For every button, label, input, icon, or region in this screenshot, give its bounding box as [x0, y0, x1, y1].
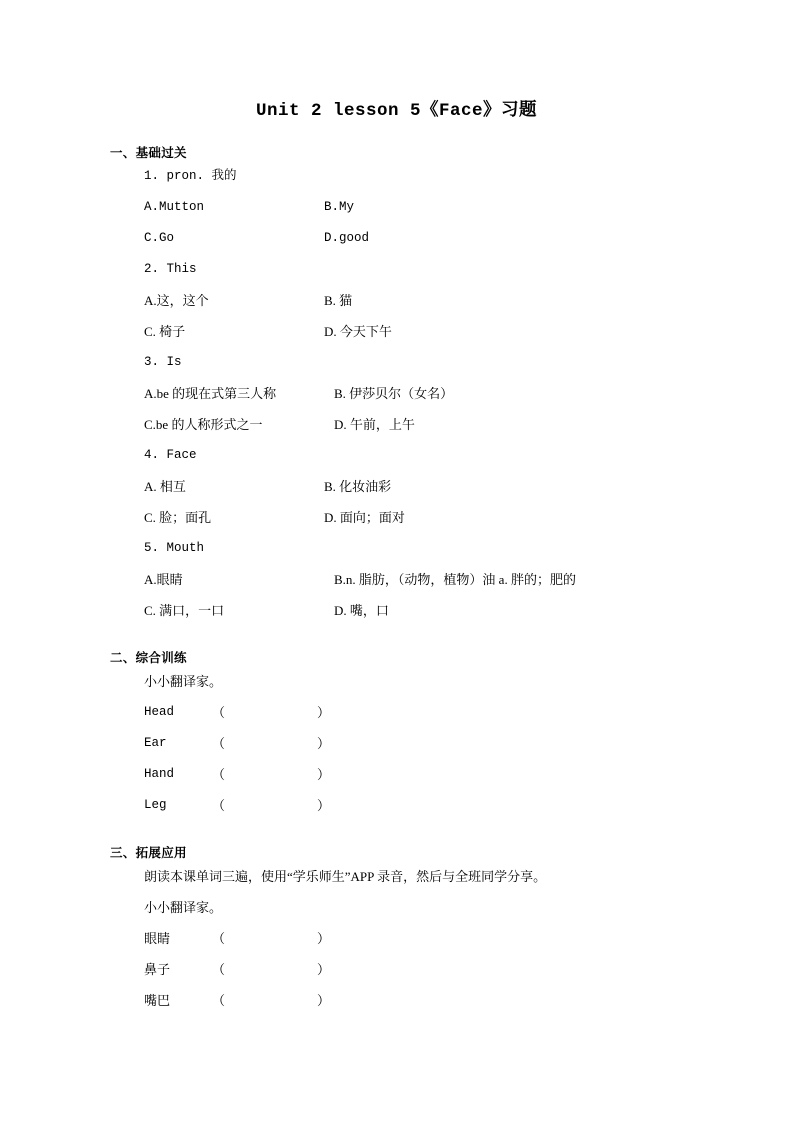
- paren-open: （: [212, 962, 226, 977]
- paren-close[interactable]: ）: [316, 705, 330, 720]
- translate-word: 眼睛: [144, 931, 171, 946]
- paren-open: （: [212, 993, 226, 1008]
- paren-close[interactable]: ）: [316, 993, 330, 1008]
- option-row: [144, 471, 721, 502]
- option-c-3: C.be 的人称形式之一: [144, 417, 263, 432]
- translate-row: [144, 954, 721, 985]
- translate-word: Hand: [144, 767, 175, 781]
- paren-close[interactable]: ）: [316, 798, 330, 813]
- option-row: [144, 564, 721, 595]
- translate-word: 鼻子: [144, 962, 171, 977]
- question-stem-5: 5. Mouth: [144, 541, 205, 555]
- option-c-2: C. 椅子: [144, 324, 186, 339]
- option-row: [144, 378, 721, 409]
- translate-word: Ear: [144, 736, 167, 750]
- option-a-5: A.眼睛: [144, 572, 183, 587]
- page-title: Unit 2 lesson 5《Face》习题: [255, 101, 538, 121]
- paren-close[interactable]: ）: [316, 767, 330, 782]
- option-a-2: A.这，这个: [144, 293, 209, 308]
- paren-open: （: [212, 705, 226, 720]
- paren-open: （: [212, 736, 226, 751]
- section-heading-extension: 三、拓展应用: [110, 846, 187, 860]
- option-row: [144, 223, 721, 254]
- paren-close[interactable]: ）: [316, 931, 330, 946]
- option-b-2: B. 猫: [324, 293, 353, 308]
- question-stem-4: 4. Face: [144, 448, 197, 462]
- translate-word: Leg: [144, 798, 167, 812]
- option-d-5: D. 嘴，口: [334, 603, 389, 618]
- question-stem-3: 3. Is: [144, 355, 182, 369]
- option-b-5: B.n. 脂肪，（动物，植物）油 a. 胖的；肥的: [334, 572, 576, 587]
- paren-open: （: [212, 798, 226, 813]
- section-heading-basics: 一、基础过关: [110, 146, 187, 160]
- option-row: [144, 316, 721, 347]
- translate-row: [144, 728, 721, 759]
- option-b-1: B.My: [324, 200, 355, 214]
- option-d-2: D. 今天下午: [324, 324, 392, 339]
- option-row: [144, 409, 721, 440]
- translate-row: [144, 790, 721, 821]
- option-d-3: D. 午前，上午: [334, 417, 415, 432]
- translate-word: 嘴巴: [144, 993, 171, 1008]
- section3-instruction: 朗读本课单词三遍，使用“学乐师生”APP 录音，然后与全班同学分享。: [144, 869, 547, 884]
- translate-row: [144, 759, 721, 790]
- section2-intro: 小小翻译家。: [144, 674, 223, 689]
- paren-close[interactable]: ）: [316, 736, 330, 751]
- paren-open: （: [212, 931, 226, 946]
- translate-row: [144, 923, 721, 954]
- question-stem-2: 2. This: [144, 262, 197, 276]
- option-b-3: B. 伊莎贝尔（女名）: [334, 386, 454, 401]
- option-a-4: A. 相互: [144, 479, 186, 494]
- option-a-3: A.be 的现在式第三人称: [144, 386, 277, 401]
- option-row: [144, 285, 721, 316]
- option-b-4: B. 化妆油彩: [324, 479, 392, 494]
- section-heading-comprehensive: 二、综合训练: [110, 651, 187, 665]
- option-d-4: D. 面向；面对: [324, 510, 405, 525]
- paren-close[interactable]: ）: [316, 962, 330, 977]
- translate-row: [144, 697, 721, 728]
- option-c-1: C.Go: [144, 231, 175, 245]
- translate-row: [144, 985, 721, 1016]
- option-row: [144, 502, 721, 533]
- option-row: [144, 595, 721, 626]
- option-a-1: A.Mutton: [144, 200, 205, 214]
- option-row: [144, 192, 721, 223]
- option-c-4: C. 脸；面孔: [144, 510, 212, 525]
- translate-word: Head: [144, 705, 175, 719]
- option-d-1: D.good: [324, 231, 370, 245]
- section3-intro: 小小翻译家。: [144, 900, 223, 915]
- paren-open: （: [212, 767, 226, 782]
- option-c-5: C. 满口，一口: [144, 603, 225, 618]
- question-stem-1: 1. pron. 我的: [144, 169, 237, 183]
